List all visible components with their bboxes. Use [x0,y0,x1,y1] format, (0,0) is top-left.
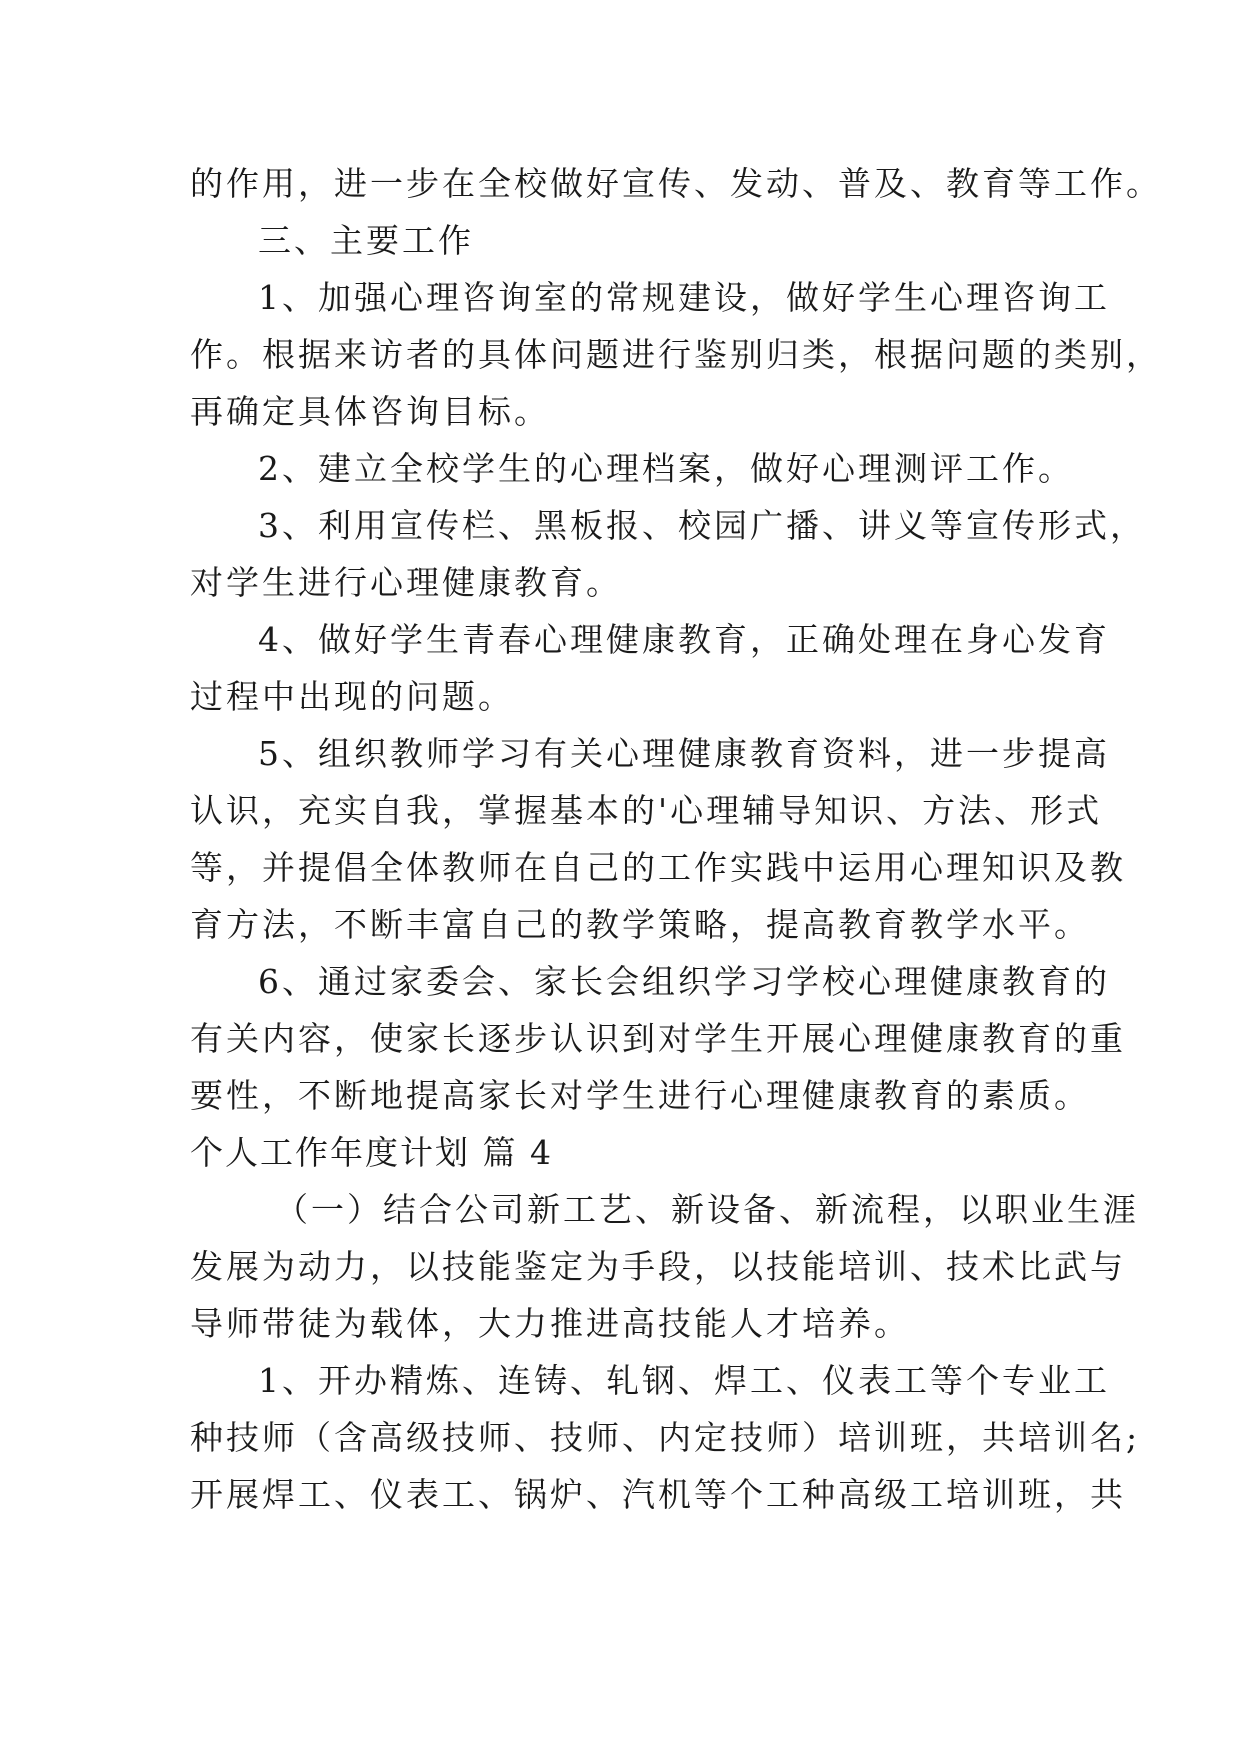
paragraph-line: 6、通过家委会、家长会组织学习学校心理健康教育的 [258,962,1110,1001]
paragraph-line: 过程中出现的问题。 [190,677,514,716]
paragraph-line: 育方法，不断丰富自己的教学策略，提高教育教学水平。 [190,905,1090,944]
paragraph-line: 再确定具体咨询目标。 [190,392,550,431]
paragraph-line: 开展焊工、仪表工、锅炉、汽机等个工种高级工培训班，共 [190,1475,1126,1514]
paragraph-line: 对学生进行心理健康教育。 [190,563,622,602]
paragraph-line: 作。根据来访者的具体问题进行鉴别归类，根据问题的类别， [190,335,1162,374]
paragraph-line: 3、利用宣传栏、黑板报、校园广播、讲义等宣传形式， [258,506,1146,545]
paragraph-line: 种技师（含高级技师、技师、内定技师）培训班，共培训名; [190,1418,1141,1457]
paragraph-line: 4、做好学生青春心理健康教育，正确处理在身心发育 [258,620,1110,659]
paragraph-line: 等，并提倡全体教师在自己的工作实践中运用心理知识及教 [190,848,1126,887]
paragraph-line: 发展为动力，以技能鉴定为手段，以技能培训、技术比武与 [190,1247,1126,1286]
section-heading: 三、主要工作 [258,221,474,260]
paragraph-line: 的作用，进一步在全校做好宣传、发动、普及、教育等工作。 [190,164,1162,203]
paragraph-line: 导师带徒为载体，大力推进高技能人才培养。 [190,1304,910,1343]
paragraph-line: 1、开办精炼、连铸、轧钢、焊工、仪表工等个专业工 [258,1361,1110,1400]
paragraph-line: 有关内容，使家长逐步认识到对学生开展心理健康教育的重 [190,1019,1126,1058]
paragraph-line: 认识，充实自我，掌握基本的'心理辅导知识、方法、形式 [190,791,1103,830]
paragraph-line: 1、加强心理咨询室的常规建设，做好学生心理咨询工 [258,278,1110,317]
document-body [190,155,1162,1523]
article-heading: 个人工作年度计划 篇 4 [190,1133,553,1172]
paragraph-line: 要性，不断地提高家长对学生进行心理健康教育的素质。 [190,1076,1090,1115]
paragraph-line: 2、建立全校学生的心理档案，做好心理测评工作。 [258,449,1074,488]
paragraph-line: 5、组织教师学习有关心理健康教育资料，进一步提高 [258,734,1110,773]
paragraph-line: （一）结合公司新工艺、新设备、新流程，以职业生涯 [275,1190,1139,1229]
